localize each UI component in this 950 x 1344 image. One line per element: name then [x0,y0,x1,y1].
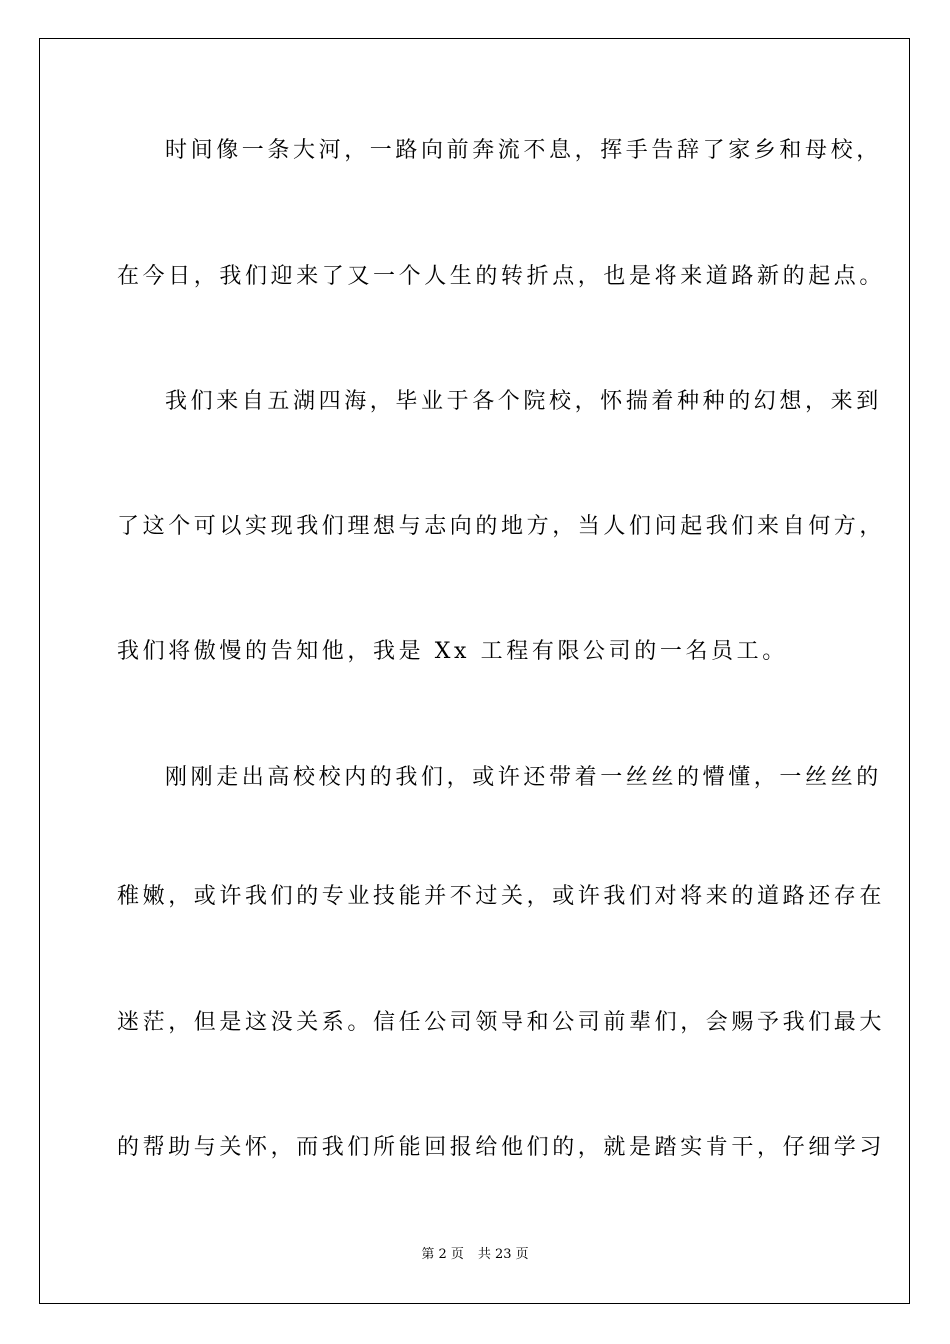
paragraph-1-line-1: 时间像一条大河，一路向前奔流不息，挥手告辞了家乡和母校， [165,138,882,163]
paragraph-3-line-4: 的帮助与关怀，而我们所能回报给他们的，就是踏实肯干，仔细学习 [117,1135,886,1160]
paragraph-3-line-2: 稚嫩，或许我们的专业技能并不过关，或许我们对将来的道路还存在 [117,884,886,909]
total-pages: 共 23 页 [477,1247,529,1262]
paragraph-2-line-1: 我们来自五湖四海，毕业于各个院校，怀揣着种种的幻想，来到 [165,389,882,414]
page-number: 第 2 页 [421,1247,464,1262]
paragraph-3-line-3: 迷茫，但是这没关系。信任公司领导和公司前辈们，会赐予我们最大 [117,1010,886,1035]
paragraph-3-line-1: 刚刚走出高校校内的我们，或许还带着一丝丝的懵懂，一丝丝的 [165,765,882,790]
paragraph-2-line-2: 了这个可以实现我们理想与志向的地方，当人们问起我们来自何方， [117,514,886,539]
page-footer [0,1246,950,1264]
page-border [39,38,910,1304]
paragraph-2-line-3: 我们将傲慢的告知他，我是 Xx 工程有限公司的一名员工。 [117,639,788,664]
paragraph-1-line-2: 在今日，我们迎来了又一个人生的转折点，也是将来道路新的起点。 [117,264,886,289]
